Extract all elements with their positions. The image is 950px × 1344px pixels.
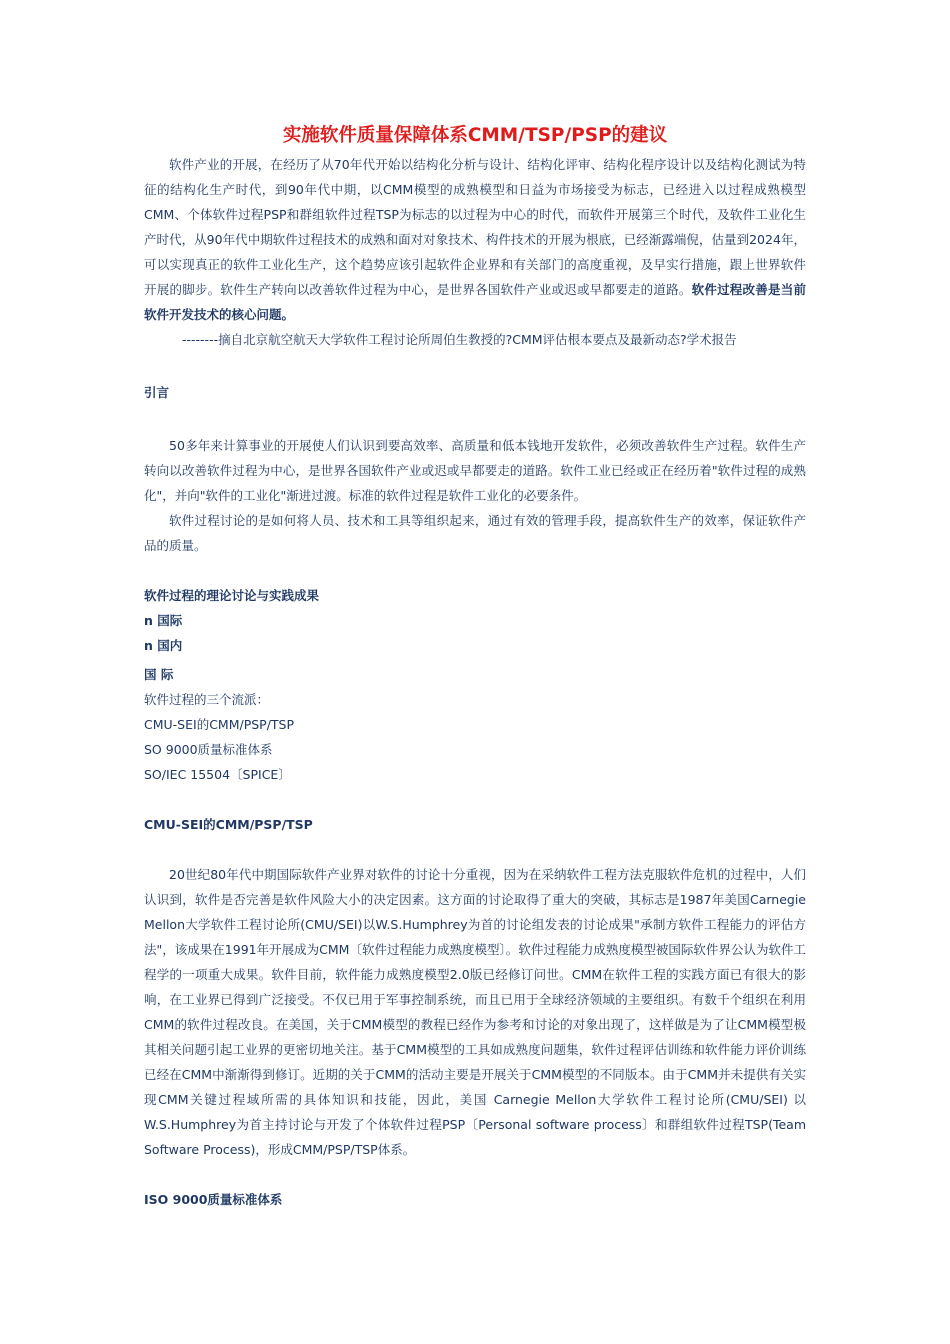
bullet-international: n 国际 [144, 613, 183, 628]
spacer [144, 352, 806, 380]
theory-heading: 软件过程的理论讨论与实践成果 [144, 588, 320, 603]
preface-heading: 引言 [144, 385, 170, 400]
intro-text: 软件产业的开展，在经历了从70年代开始以结构化分析与设计、结构化评审、结构化程序设计以及结构化测试为特征的结构化生产时代，到90年代中期，以CMM模型的成熟模型和日益为市场接受为标志，已经进入以过程成熟模型CMM、个体软件过程PSP和群组软件过程TSP为标志的以过程为中心的时代，而软件开展第三个时代，及软件工业化生产时代，从90年代中期软件过程技术的成熟和面对对象技术、构件技术的开展为根底，已经渐露端倪，估量到2024年，可以实现真正的软件工业化生产，这个趋势应该引起软件企业界和有关部门的高度重视，及早实行措施，跟上世界软件开展的脚步。软件生产转向以改善软件过程为中心，是世界各国软件产业或迟或早都要走的道路。 [144, 157, 806, 297]
preface-paragraph-1: 50多年来计算事业的开展使人们认识到要高效率、高质量和低本钱地开发软件，必须改善软件生产过程。软件生产转向以改善软件过程为中心，是世界各国软件产业或迟或早都要走的道路。软件工业已经或正在经历着"软件过程的成熟化"，并向"软件的工业化"渐进过渡。标准的软件过程是软件工业化的必要条件。 [144, 438, 806, 503]
iso-heading: ISO 9000质量标准体系 [144, 1192, 283, 1207]
cmu-heading: CMU-SEI的CMM/PSP/TSP [144, 817, 313, 832]
bullet-domestic: n 国内 [144, 638, 183, 653]
schools-intro: 软件过程的三个流派： [144, 692, 270, 707]
intro-paragraph [144, 152, 806, 327]
preface-paragraph-2: 软件过程讨论的是如何将人员、技术和工具等组织起来，通过有效的管理手段，提高软件生产的效率，保证软件产品的质量。 [144, 513, 806, 553]
spacer [144, 558, 806, 583]
intro-quote: --------摘自北京航空航天大学软件工程讨论所周伯生教授的?CMM评估根本要点及最新动态?学术报告 [182, 332, 737, 347]
spacer [144, 837, 806, 862]
cmu-paragraph: 20世纪80年代中期国际软件产业界对软件的讨论十分重视，因为在采纳软件工程方法克服软件危机的过程中，人们认识到，软件是否完善是软件风险大小的决定因素。这方面的讨论取得了重大的突破，其标志是1987年美国Carnegie Mellon大学软件工程讨论所(CMU/SEI)以W.S.Humphrey为首的讨论组发表的讨论成果"承制方软件工程能力的评估方法"，该成果在1991年开展成为CMM〔软件过程能力成熟度模型〕。软件过程能力成熟度模型被国际软件界公认为软件工程学的一项重大成果。软件目前，软件能力成熟度模型2.0版已经修订问世。CMM在软件工程的实践方面已有很大的影响，在工业界已得到广泛接受。不仅已用于军事控制系统，而且已用于全球经济领域的主要组织。有数千个组织在利用CMM的软件过程改良。在美国，关于CMM模型的教程已经作为参考和讨论的对象出现了，这样做是为了让CMM模型极其相关问题引起工业界的更密切地关注。基于CMM模型的工具如成熟度问题集，软件过程评估训练和软件能力评价训练已经在CMM中渐渐得到修订。近期的关于CMM的活动主要是开展关于CMM模型的不同版本。由于CMM并未提供有关实现CMM关键过程域所需的具体知识和技能，因此，美国 Carnegie Mellon大学软件工程讨论所(CMU/SEI) 以W.S.Humphrey为首主持讨论与开发了个体软件过程PSP〔Personal software process〕和群组软件过程TSP(Team Software Process)，形成CMM/PSP/TSP体系。 [144, 867, 806, 1157]
spacer [144, 1162, 806, 1187]
document-body [144, 122, 806, 1212]
school-item: SO 9000质量标准体系 [144, 742, 273, 757]
school-item: SO/IEC 15504〔SPICE〕 [144, 767, 291, 782]
intro-bold-text: 软件过程改善是当前软件开发技术的核心问题。 [144, 282, 806, 322]
spacer [144, 405, 806, 433]
spacer [144, 787, 806, 812]
document-title: 实施软件质量保障体系CMM/TSP/PSP的建议 [282, 125, 668, 146]
school-item: CMU-SEI的CMM/PSP/TSP [144, 717, 295, 732]
international-subheading: 国 际 [144, 667, 174, 682]
